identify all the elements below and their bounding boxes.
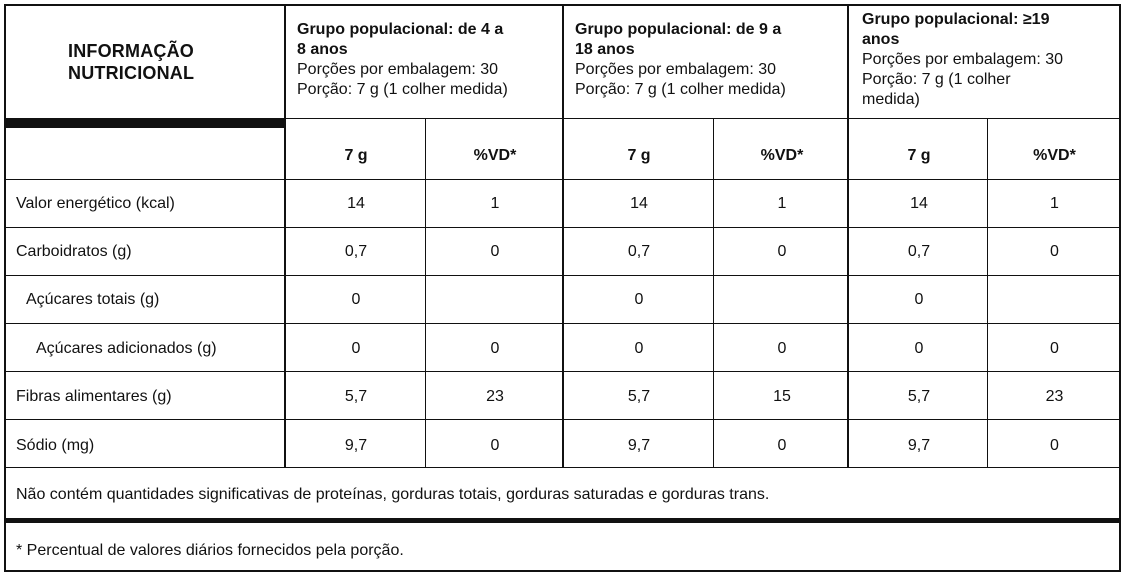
row-label-added-sugars: Açúcares adicionados (g) bbox=[36, 340, 217, 357]
row-sodium-g3-amount: 9,7 bbox=[907, 437, 931, 454]
colhead-g1-amount: 7 g bbox=[344, 147, 368, 164]
row-label-fiber: Fibras alimentares (g) bbox=[16, 388, 172, 405]
row-sodium-g2-amount: 9,7 bbox=[627, 437, 651, 454]
row-carbs-g2-vd: 0 bbox=[777, 243, 787, 260]
group-title-line1: Grupo populacional: de 4 a bbox=[297, 21, 504, 38]
divider-row-4 bbox=[4, 371, 1121, 372]
row-label-energy: Valor energético (kcal) bbox=[16, 195, 175, 212]
nutrition-title bbox=[68, 40, 268, 84]
row-energy-g3-vd: 1 bbox=[1050, 195, 1059, 212]
row-sodium-g2-vd: 0 bbox=[777, 437, 787, 454]
row-carbs-g3-vd: 0 bbox=[1050, 243, 1059, 260]
row-energy-g2-vd: 1 bbox=[777, 195, 787, 212]
divider-row-6 bbox=[4, 467, 1121, 468]
row-label-carbs: Carboidratos (g) bbox=[16, 243, 132, 260]
group-portion: Porção: 7 g (1 colher bbox=[862, 71, 1011, 88]
group-portion: Porção: 7 g (1 colher medida) bbox=[297, 81, 508, 98]
footer-footnote: * Percentual de valores diários fornecidos pela porção. bbox=[16, 542, 404, 559]
group-title-line2: 8 anos bbox=[297, 41, 348, 58]
group-title-line2: 18 anos bbox=[575, 41, 635, 58]
group-portion-cont: medida) bbox=[862, 91, 920, 108]
colhead-g1-vd: %VD* bbox=[473, 147, 517, 164]
row-added-sugars-g1-amount: 0 bbox=[351, 340, 361, 357]
group-portion: Porção: 7 g (1 colher medida) bbox=[575, 81, 786, 98]
row-energy-g1-vd: 1 bbox=[490, 195, 500, 212]
row-fiber-g3-vd: 23 bbox=[1045, 388, 1064, 405]
row-carbs-g3-amount: 0,7 bbox=[907, 243, 931, 260]
colhead-g3-vd: %VD* bbox=[1033, 147, 1076, 164]
group-servings: Porções por embalagem: 30 bbox=[297, 61, 498, 78]
row-energy-g1-amount: 14 bbox=[347, 195, 365, 212]
group-title-line1: Grupo populacional: de 9 a bbox=[575, 21, 782, 38]
row-sodium-g1-amount: 9,7 bbox=[344, 437, 368, 454]
row-carbs-g2-amount: 0,7 bbox=[627, 243, 651, 260]
row-added-sugars-g2-vd: 0 bbox=[777, 340, 787, 357]
group-servings: Porções por embalagem: 30 bbox=[862, 51, 1063, 68]
group-title-line2: anos bbox=[862, 31, 900, 48]
divider-row-3 bbox=[4, 323, 1121, 324]
divider-row-2 bbox=[4, 275, 1121, 276]
row-sodium-g1-vd: 0 bbox=[490, 437, 500, 454]
row-total-sugars-g2-amount: 0 bbox=[634, 291, 644, 308]
row-added-sugars-g3-vd: 0 bbox=[1050, 340, 1059, 357]
group-servings: Porções por embalagem: 30 bbox=[575, 61, 776, 78]
divider-row-1 bbox=[4, 227, 1121, 228]
row-label-total-sugars: Açúcares totais (g) bbox=[26, 291, 160, 308]
row-added-sugars-g3-amount: 0 bbox=[914, 340, 924, 357]
group-title-line1: Grupo populacional: ≥19 bbox=[862, 11, 1050, 28]
divider-row-5 bbox=[4, 419, 1121, 420]
colhead-g3-amount: 7 g bbox=[907, 147, 931, 164]
row-energy-g3-amount: 14 bbox=[910, 195, 928, 212]
row-total-sugars-g1-amount: 0 bbox=[351, 291, 361, 308]
group-header-19-plus bbox=[862, 10, 1117, 110]
row-fiber-g3-amount: 5,7 bbox=[907, 388, 931, 405]
row-sodium-g3-vd: 0 bbox=[1050, 437, 1059, 454]
group-header-9-18 bbox=[575, 20, 840, 100]
row-fiber-g1-vd: 23 bbox=[486, 388, 504, 405]
row-label-sodium: Sódio (mg) bbox=[16, 437, 95, 454]
row-fiber-g2-vd: 15 bbox=[773, 388, 791, 405]
row-energy-g2-amount: 14 bbox=[630, 195, 648, 212]
row-added-sugars-g2-amount: 0 bbox=[634, 340, 644, 357]
divider-colheads bbox=[4, 179, 1121, 180]
colhead-g2-vd: %VD* bbox=[760, 147, 804, 164]
row-carbs-g1-amount: 0,7 bbox=[344, 243, 368, 260]
divider-thick-footer bbox=[4, 518, 1121, 523]
row-total-sugars-g3-amount: 0 bbox=[914, 291, 924, 308]
row-carbs-g1-vd: 0 bbox=[490, 243, 500, 260]
row-fiber-g1-amount: 5,7 bbox=[344, 388, 368, 405]
title-underline-bar bbox=[6, 118, 284, 128]
nutrition-title-line1: INFORMAÇÃO bbox=[68, 41, 194, 61]
row-added-sugars-g1-vd: 0 bbox=[490, 340, 500, 357]
nutrition-title-line2: NUTRICIONAL bbox=[68, 63, 195, 83]
group-header-4-8 bbox=[297, 20, 557, 100]
footer-significance-note: Não contém quantidades significativas de proteínas, gorduras totais, gorduras saturadas e gorduras trans. bbox=[16, 486, 770, 503]
colhead-g2-amount: 7 g bbox=[627, 147, 651, 164]
row-fiber-g2-amount: 5,7 bbox=[627, 388, 651, 405]
